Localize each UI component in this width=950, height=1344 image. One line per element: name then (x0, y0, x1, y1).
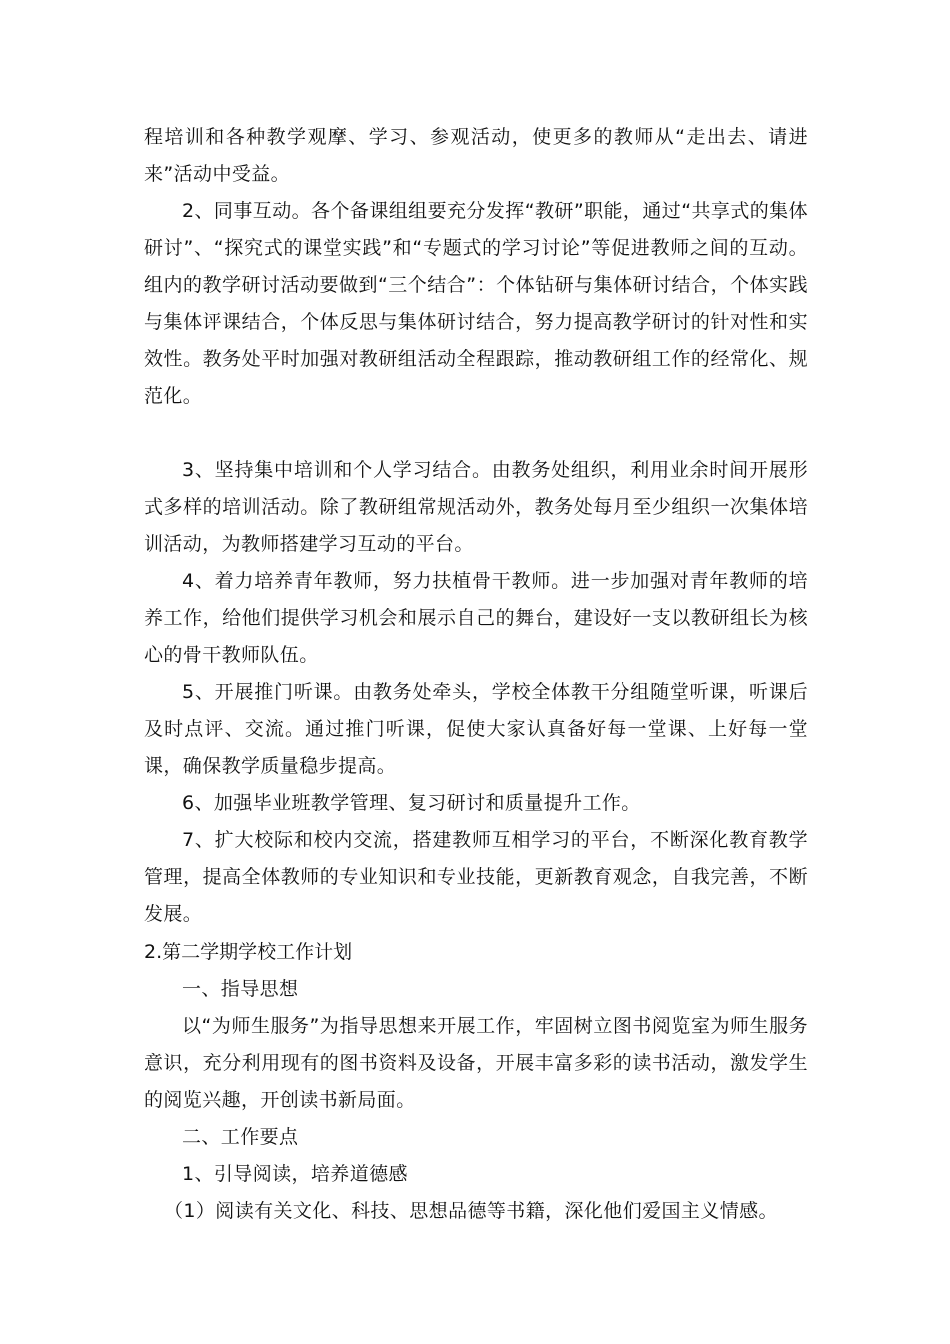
paragraph-item-3: 3、坚持集中培训和个人学习结合。由教务处组织，利用业余时间开展形式多样的培训活动。除了教研组常规活动外，教务处每月至少组织一次集体培训活动，为教师搭建学习互动的平台。 (144, 459, 808, 555)
paragraph-item-4: 4、着力培养青年教师，努力扶植骨干教师。进一步加强对青年教师的培养工作，给他们提供学习机会和展示自己的舞台，建设好一支以教研组长为核心的骨干教师队伍。 (144, 570, 808, 666)
paragraph-point-1-sub-1: （1）阅读有关文化、科技、思想品德等书籍，深化他们爱国主义情感。 (164, 1200, 778, 1222)
subheading-work-points: 二、工作要点 (182, 1126, 299, 1148)
paragraph-point-1: 1、引导阅读，培养道德感 (182, 1163, 408, 1185)
paragraph-item-5: 5、开展推门听课。由教务处牵头，学校全体教干分组随堂听课，听课后及时点评、交流。通过推门听课，促使大家认真备好每一堂课、上好每一堂课，确保教学质量稳步提高。 (144, 681, 808, 777)
paragraph-guiding-thought: 以“为师生服务”为指导思想来开展工作，牢固树立图书阅览室为师生服务意识，充分利用现有的图书资料及设备，开展丰富多彩的读书活动，激发学生的阅览兴趣，开创读书新局面。 (144, 1015, 808, 1111)
paragraph-item-2: 2、同事互动。各个备课组组要充分发挥“教研”职能，通过“共享式的集体研讨”、“探究式的课堂实践”和“专题式的学习讨论”等促进教师之间的互动。组内的教学研讨活动要做到“三个结合”：个体钻研与集体研讨结合，个体实践与集体评课结合，个体反思与集体研讨结合，努力提高教学研讨的针对性和实效性。教务处平时加强对教研组活动全程跟踪，推动教研组工作的经常化、规范化。 (144, 200, 808, 407)
section-title: 2.第二学期学校工作计划 (144, 941, 353, 963)
paragraph-continuation: 程培训和各种教学观摩、学习、参观活动，使更多的教师从“走出去、请进来”活动中受益。 (144, 126, 808, 185)
paragraph-item-7: 7、扩大校际和校内交流，搭建教师互相学习的平台，不断深化教育教学管理，提高全体教师的专业知识和专业技能，更新教育观念，自我完善，不断发展。 (144, 829, 808, 925)
subheading-guiding-thought: 一、指导思想 (182, 978, 299, 1000)
paragraph-item-6: 6、加强毕业班教学管理、复习研讨和质量提升工作。 (182, 792, 641, 814)
